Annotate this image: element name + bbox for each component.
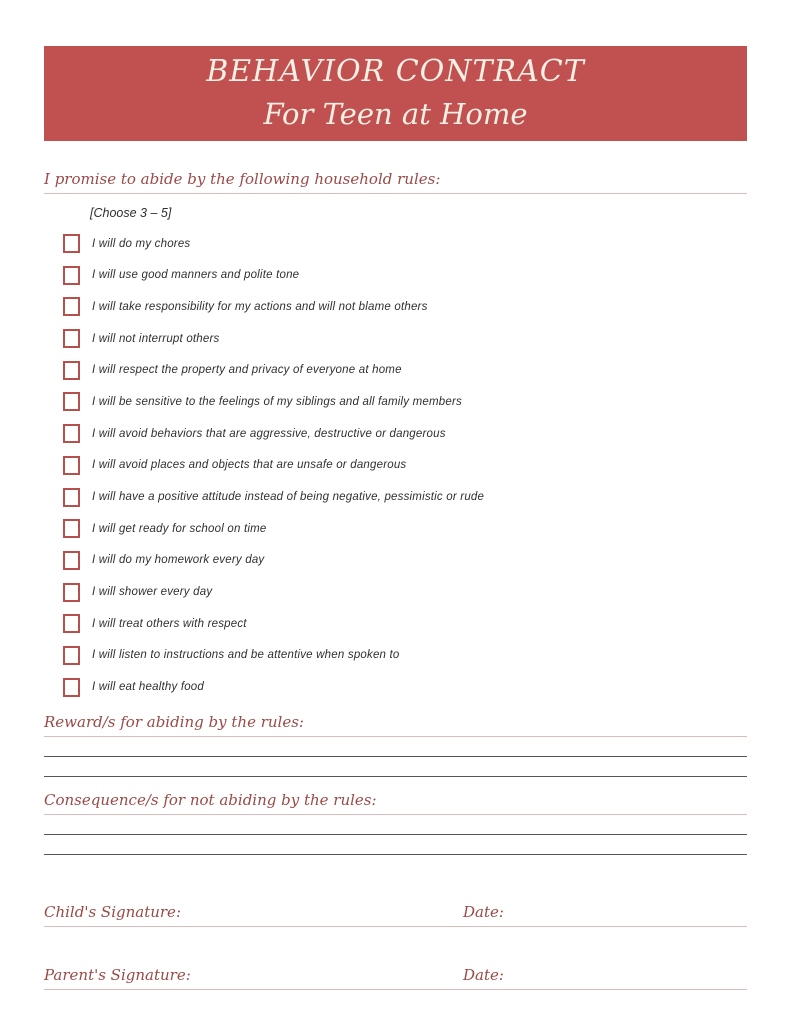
document-subtitle: For Teen at Home (263, 97, 528, 131)
rule-item-label: I will be sensitive to the feelings of my siblings and all family members (92, 395, 462, 408)
rule-checkbox[interactable] (63, 297, 80, 316)
rule-item-row (63, 519, 747, 538)
rule-item-label: I will use good manners and polite tone (92, 269, 300, 282)
consequences-heading: Consequence/s for not abiding by the rules: (44, 791, 747, 815)
rule-item-label: I will avoid behaviors that are aggressive, destructive or dangerous (92, 427, 446, 440)
consequences-write-in-line (44, 835, 747, 855)
rule-item-label: I will take responsibility for my actions and will not blame others (92, 300, 428, 313)
rule-checkbox[interactable] (63, 456, 80, 475)
rule-checkbox[interactable] (63, 519, 80, 538)
rule-checkbox[interactable] (63, 424, 80, 443)
rule-item-row (63, 424, 747, 443)
rule-checkbox[interactable] (63, 583, 80, 602)
rule-checkbox[interactable] (63, 361, 80, 380)
title-banner (44, 46, 747, 141)
rewards-write-in-line (44, 757, 747, 777)
rule-checkbox[interactable] (63, 266, 80, 285)
rule-checkbox[interactable] (63, 234, 80, 253)
date-label: Date: (463, 965, 504, 984)
rule-item-label: I will eat healthy food (92, 681, 204, 694)
child-signature-row (44, 903, 747, 927)
rule-checkbox[interactable] (63, 646, 80, 665)
rule-item-row (63, 266, 747, 285)
rule-item-row (63, 488, 747, 507)
rule-item-row (63, 678, 747, 697)
rule-checkbox[interactable] (63, 488, 80, 507)
rule-item-label: I will have a positive attitude instead of being negative, pessimistic or rude (92, 491, 485, 503)
rewards-write-in-line (44, 737, 747, 757)
rules-list (63, 234, 747, 697)
rule-item-row (63, 234, 747, 253)
rule-checkbox[interactable] (63, 614, 80, 633)
rule-item-label: I will get ready for school on time (92, 522, 267, 535)
date-label: Date: (463, 902, 504, 921)
rules-section-heading: I promise to abide by the following household rules: (44, 170, 747, 194)
rule-item-label: I will avoid places and objects that are unsafe or dangerous (92, 459, 407, 472)
rule-item-row (63, 297, 747, 316)
rewards-section (44, 713, 747, 777)
parent-signature-label: Parent's Signature: (44, 965, 191, 984)
rule-item-row (63, 551, 747, 570)
rule-item-row (63, 361, 747, 380)
rule-item-label: I will treat others with respect (92, 617, 247, 630)
document-title: BEHAVIOR CONTRACT (206, 54, 585, 89)
rule-item-label: I will do my chores (92, 237, 191, 250)
rule-checkbox[interactable] (63, 551, 80, 570)
rule-item-row (63, 614, 747, 633)
rule-item-label: I will shower every day (92, 586, 213, 599)
choose-instruction: [Choose 3 – 5] (90, 206, 172, 220)
rule-item-label: I will do my homework every day (92, 554, 265, 567)
rule-item-row (63, 456, 747, 475)
rule-item-row (63, 329, 747, 348)
rule-item-row (63, 646, 747, 665)
rule-item-row (63, 583, 747, 602)
rule-item-row (63, 392, 747, 411)
rule-item-label: I will not interrupt others (92, 332, 220, 345)
child-signature-label: Child's Signature: (44, 902, 181, 921)
parent-signature-row (44, 966, 747, 990)
rule-item-label: I will respect the property and privacy of everyone at home (92, 364, 402, 377)
rule-item-label: I will listen to instructions and be attentive when spoken to (92, 649, 400, 662)
consequences-write-in-line (44, 815, 747, 835)
consequences-section (44, 791, 747, 855)
rule-checkbox[interactable] (63, 678, 80, 697)
rule-checkbox[interactable] (63, 329, 80, 348)
rule-checkbox[interactable] (63, 392, 80, 411)
rewards-heading: Reward/s for abiding by the rules: (44, 713, 747, 737)
